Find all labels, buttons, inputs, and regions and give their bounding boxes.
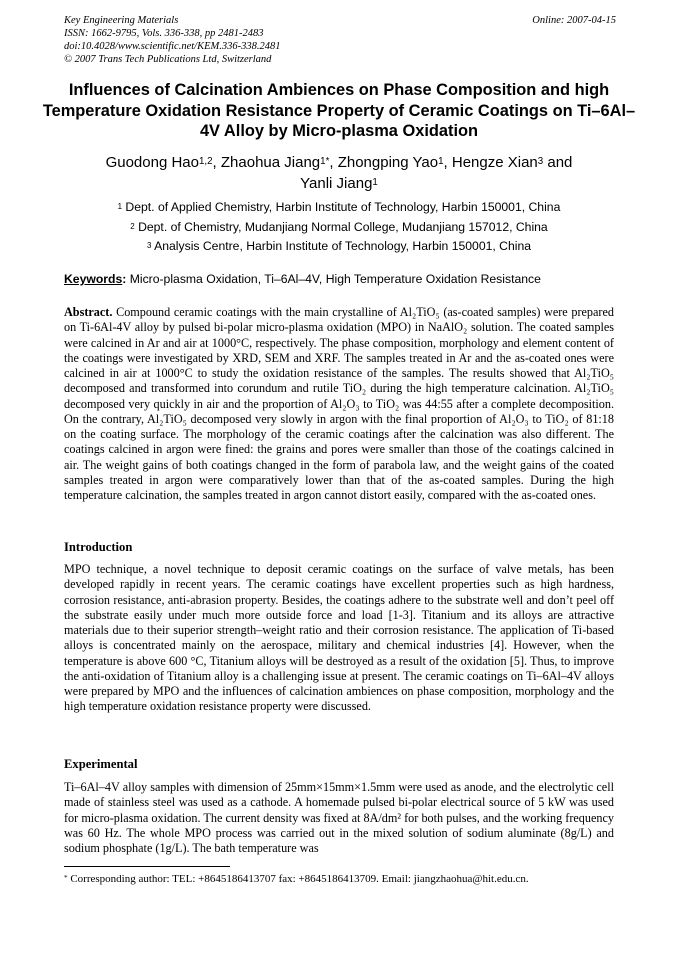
author-name: Hengze Xian — [451, 154, 538, 171]
issn-line: ISSN: 1662-9795, Vols. 336-338, pp 2481-2483 — [64, 28, 264, 39]
author-sup: 3 — [537, 156, 544, 168]
author-name: Zhaohua Jiang — [220, 154, 321, 171]
author-list — [50, 152, 628, 194]
author-separator: , — [443, 154, 452, 171]
author-name: Yanli Jiang — [300, 175, 373, 192]
author-sup: 1,2 — [198, 156, 213, 168]
affiliation-text: Dept. of Applied Chemistry, Harbin Institute of Technology, Harbin 150001, China — [125, 200, 561, 214]
author-sup: 1 — [438, 156, 444, 168]
abstract-label: Abstract. — [64, 305, 113, 319]
journal-header — [64, 14, 616, 66]
footnote — [64, 872, 624, 886]
experimental-text: Ti–6Al–4V alloy samples with dimension of 25mm×15mm×1.5mm were used as anode, and the electrolytic cell made of stainless steel was used as a cathode. A homemade pulsed bi-polar electrical source of 5 kW was used for micro-plasma oxidation. The current density was fixed at 8A/dm² for both pulses, and the working frequency was 60 Hz. The whole MPO process was carried out in the mixed solution of sodium aluminate (8g/L) and sodium phosphate (1g/L). The bath temperature was — [64, 780, 614, 855]
abstract — [64, 305, 614, 503]
keywords-label: Keywords — [64, 272, 123, 286]
affiliation — [40, 237, 638, 257]
doi-line: doi:10.4028/www.scientific.net/KEM.336-338.2481 — [64, 41, 281, 52]
affiliations — [40, 198, 638, 257]
affiliation-num: 2 — [130, 221, 135, 231]
footnote-text: Corresponding author: TEL: +8645186413707 fax: +8645186413709. Email: jiangzhaohua@hit.edu.cn. — [70, 873, 529, 885]
affiliation — [40, 198, 638, 218]
author-separator: and — [543, 154, 573, 171]
affiliation-text: Dept. of Chemistry, Mudanjiang Normal College, Mudanjiang 157012, China — [138, 219, 548, 234]
footnote-mark: * — [64, 874, 68, 883]
affiliation — [40, 218, 638, 238]
section-heading-introduction: Introduction — [64, 540, 133, 554]
author-sup: 1* — [320, 156, 330, 168]
copyright-line: © 2007 Trans Tech Publications Ltd, Switzerland — [64, 54, 272, 65]
keywords-text: Micro-plasma Oxidation, Ti–6Al–4V, High Temperature Oxidation Resistance — [129, 272, 541, 286]
author-separator: , — [212, 154, 221, 171]
paper-title: Influences of Calcination Ambiences on Phase Composition and high Temperature Oxidation Resistance Property of Ceramic Coatings on Ti–6Al–4V Alloy by Micro-plasma Oxidation — [42, 81, 636, 140]
author-name: Zhongping Yao — [337, 154, 439, 171]
introduction-text: MPO technique, a novel technique to deposit ceramic coatings on the surface of valve metals, has been developed rapidly in recent years. The ceramic coatings have excellent properties such as high hardness, corrosion resistance, anti-abrasion property. Besides, the coatings adhere to the substrate well and don’t peel off the substrate easily under much more outside force and load [1-3]. Titanium and its alloys are attractive materials due to their superior strength–weight ratio and their corrosion resistance. The application of Ti-based alloys is concentrated mainly on the aerospace, military and chemical industries [4]. However, when the temperature is above 600 °C, Titanium alloys will be destroyed as a result of the oxidation [5]. Thus, to improve the anti-oxidation of Titanium alloy is a challenging issue at present. The ceramic coatings on Ti–6Al–4V alloys were prepared by MPO and the influences of calcination ambiences on phase composition, morphology and the high temperature oxidation resistance property were discussed. — [64, 562, 614, 714]
keywords: Keywords: Micro-plasma Oxidation, Ti–6Al–4V, High Temperature Oxidation Resistance — [64, 272, 541, 286]
affiliation-num: 1 — [117, 202, 123, 212]
section-heading-experimental: Experimental — [64, 757, 138, 771]
author-name: Guodong Hao — [105, 154, 199, 171]
author-sup: 1 — [372, 177, 378, 189]
author-separator: , — [329, 154, 338, 171]
journal-name: Key Engineering Materials — [64, 15, 179, 26]
affiliation-text: Analysis Centre, Harbin Institute of Technology, Harbin 150001, China — [154, 239, 532, 253]
footnote-rule — [64, 866, 230, 867]
online-date: Online: 2007-04-15 — [532, 15, 616, 26]
abstract-text: Compound ceramic coatings with the main crystalline of Al₂TiO₅ (as-coated samples) were prepared on Ti-6Al-4V alloy by pulsed bi-polar micro-plasma oxidation (MPO) in NaAlO₂ solution. The coated samples were calcined in Ar and air at 1000°C, respectively. The phase composition, morphology and element content of the coatings were investigated by XRD, SEM and XRF. The samples treated in Ar and the as-coated ones were calcined in air at 1000°C to study the oxidation resistance of the samples. The results showed that Al₂TiO₅ decomposed and transformed into corundum and rutile TiO₂ during the high temperature calcination. Al₂TiO₅ decomposed very quickly in air and the proportion of Al₂O₃ to TiO₂ was 44:55 after a complete decomposition. On the contrary, Al₂TiO₅ decomposed very slowly in argon with the final proportion of Al₂O₃ to TiO₂ of 81:18 on the coating surface. The morphology of the ceramic coatings after the calcination was also different. The coatings calcined in argon were fined: the grains and pores were smaller than those of the coatings calcined in air. The weight gains of both coatings changed in the form of parabola law, and the weight gains of the coated samples treated in argon were comparatively lower than that of the as-coated samples. During the high temperature calcination, the samples treated in argon cannot distort easily, compared with the as-coated ones. — [64, 305, 614, 502]
affiliation-num: 3 — [146, 241, 152, 251]
